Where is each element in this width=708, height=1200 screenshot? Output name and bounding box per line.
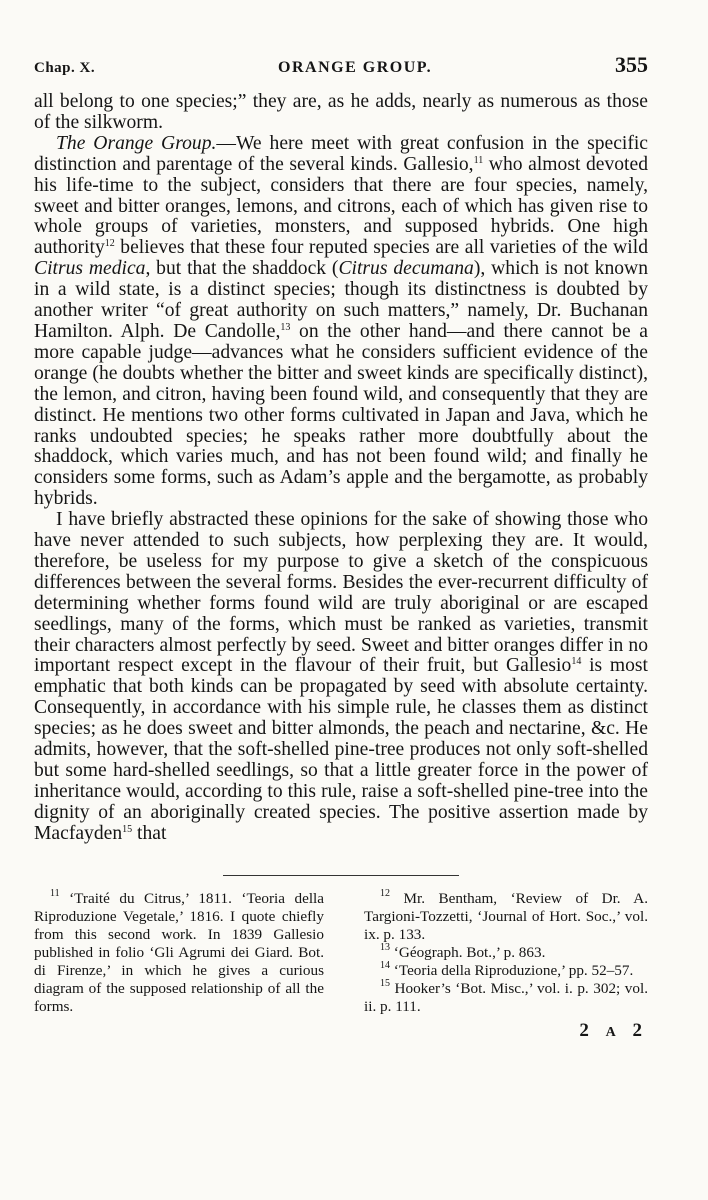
paragraph-orange-group: The Orange Group.—We here meet with great confusion in the specific distinction and parentage of the several kinds. Gallesio,$^{11}$ who almost devoted his life-time to the subject, considers that there are four species, namely, sweet and bitter oranges, lemons, and citrons, each of which has given rise to whole groups of varieties, monsters, and supposed hybrids. One high authority$^{12}$ believes that these four reputed species are all varieties of the wild Citrus medica, but that the shaddock (Citrus decumana), which is not known in a wild state, is a distinct species; though its distinctness is doubted by another writer “of great authority on such matters,” namely, Dr. Buchanan Hamilton. Alph. De Candolle,$^{13}$ on the other hand—and there cannot be a more capable judge—advances what he considers sufficient evidence of the orange (he doubts whether the bitter and sweet kinds are specifically distinct), the lemon, and citron, having been found wild, and consequently that they are distinct. He mentions two other forms cultivated in Japan and Java, which he ranks undoubted species; he speaks rather more doubtfully about the shaddock, which varies much, and has not been found wild; and finally he considers some forms, such as Adam’s apple and the bergamotte, as probably hybrids. bbox=[34, 132, 648, 510]
footnote-divider bbox=[223, 875, 459, 876]
chapter-label: Chap. X. bbox=[34, 60, 96, 76]
footnote-column-right bbox=[364, 887, 648, 1042]
footnote-13: $^{13}$ ‘Géograph. Bot.,’ p. 863. bbox=[380, 941, 546, 961]
footnote-12: $^{12}$ Mr. Bentham, ‘Review of Dr. A. Targioni-Tozzetti, ‘Journal of Hort. Soc.,’ vol. ix. p. 133. bbox=[364, 887, 648, 943]
footnote-ref: 12 bbox=[104, 238, 115, 250]
book-page bbox=[34, 52, 648, 1042]
printer-signature: 2 A 2 bbox=[579, 1019, 648, 1041]
footnote-ref: 14 bbox=[571, 656, 582, 668]
running-header bbox=[34, 52, 648, 92]
main-text bbox=[34, 92, 648, 845]
footnote-ref: 15 bbox=[122, 823, 133, 835]
footnote-14: $^{14}$ ‘Teoria della Riproduzione,’ pp. 52–57. bbox=[380, 959, 634, 979]
footnote-ref: 13 bbox=[280, 321, 291, 333]
footnotes bbox=[34, 887, 648, 1042]
footnote-ref: 11 bbox=[473, 154, 484, 166]
section-heading: The Orange Group. bbox=[56, 132, 217, 154]
footnote-15: $^{15}$ Hooker’s ‘Bot. Misc.,’ vol. i. p. 302; vol. ii. p. 111. bbox=[364, 977, 648, 1015]
footnote-11: $^{11}$ ‘Traité du Citrus,’ 1811. ‘Teoria della Riproduzione Vegetale,’ 1816. I quote chiefly from this second work. In 1839 Gallesio published in folio ‘Gli Agrumi dei Giard. Bot. di Firenze,’ in which he gives a curious diagram of the supposed relationship of all the forms. bbox=[34, 887, 324, 1015]
paragraph-continuation: all belong to one species;” they are, as he adds, nearly as numerous as those of the silkworm. bbox=[34, 91, 648, 133]
paragraph-abstract: I have briefly abstracted these opinions for the sake of showing those who have never attended to such subjects, how perplexing they are. It would, therefore, be useless for my purpose to give a sketch of the conspicuous differences between the several forms. Besides the ever-recurrent difficulty of determining whether forms found wild are truly aboriginal or are escaped seedlings, many of the forms, which must be ranked as varieties, transmit their characters almost perfectly by seed. Sweet and bitter oranges differ in no important respect except in the flavour of their fruit, but Gallesio$^{14}$ is most emphatic that both kinds can be propagated by seed with absolute certainty. Consequently, in accordance with his simple rule, he classes them as distinct species; as he does sweet and bitter almonds, the peach and nectarine, &c. He admits, however, that the soft-shelled pine-tree produces not only soft-shelled but some hard-shelled seedlings, so that a little greater force in the power of inheritance would, according to this rule, raise a soft-shelled pine-tree into the dignity of an aboriginally created species. The positive assertion made by Macfayden$^{15}$ that bbox=[34, 509, 648, 844]
running-title: ORANGE GROUP. bbox=[278, 59, 433, 76]
species-name: Citrus medica bbox=[34, 258, 146, 280]
footnote-column-left bbox=[34, 887, 324, 1042]
species-name: Citrus decumana bbox=[338, 258, 474, 280]
page-number: 355 bbox=[614, 52, 648, 77]
